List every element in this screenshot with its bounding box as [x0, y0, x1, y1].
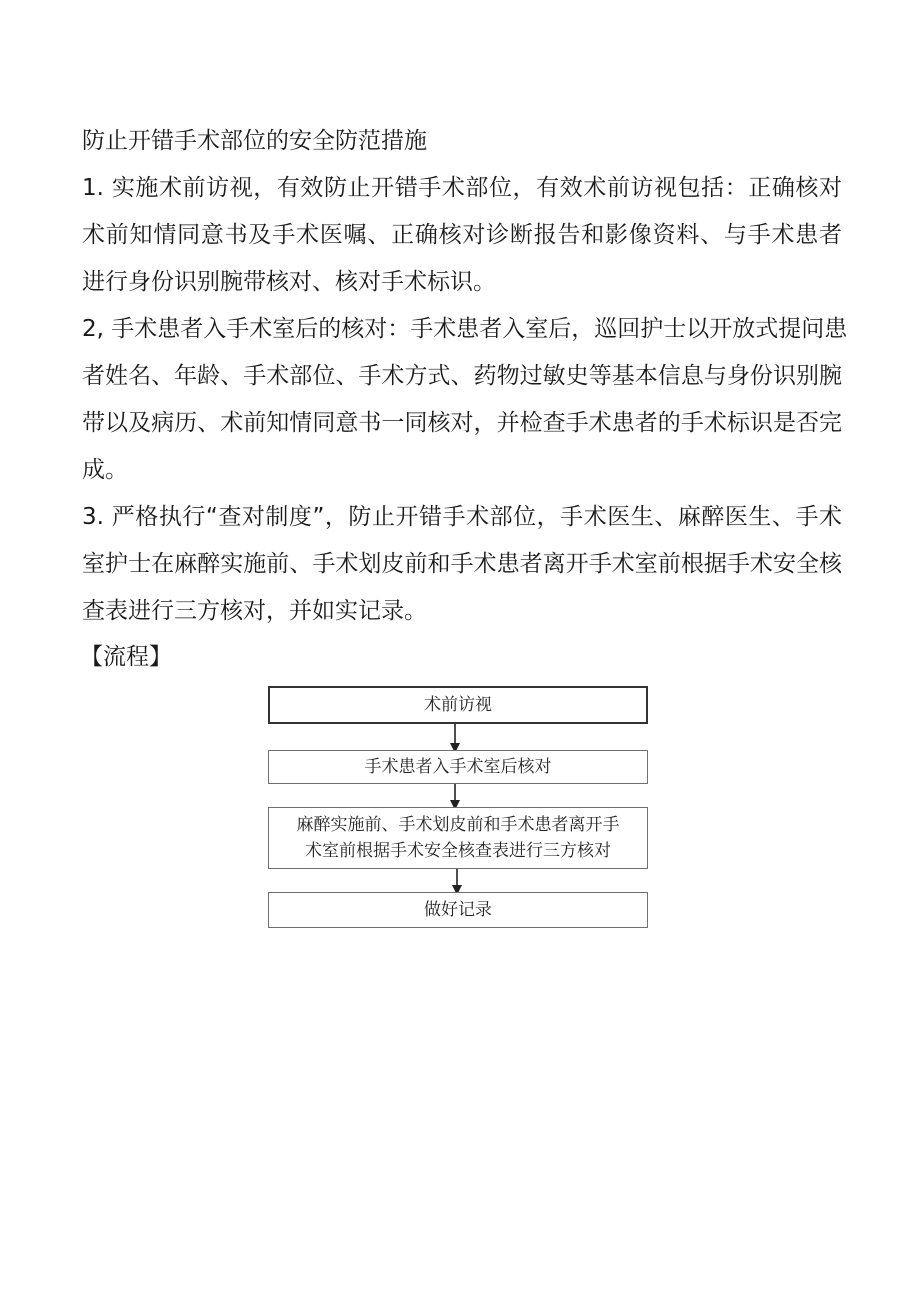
paragraph-line: 查表进行三方核对，并如实记录。: [82, 598, 427, 624]
flow-step-text-block: [297, 812, 620, 864]
flow-step-text: 术前访视: [424, 695, 492, 715]
paragraph-line: 1. 实施术前访视，有效防止开错手术部位，有效术前访视包括：正确核对: [82, 175, 842, 201]
flow-step-2: [268, 750, 648, 784]
paragraph-line: 者姓名、年龄、手术部位、手术方式、药物过敏史等基本信息与身份识别腕: [82, 363, 842, 389]
paragraph-line: 2, 手术患者入手术室后的核对：手术患者入室后，巡回护士以开放式提问患: [82, 316, 848, 342]
paragraph-line: 术前知情同意书及手术医嘱、正确核对诊断报告和影像资料、与手术患者: [82, 222, 842, 248]
flow-step-text: 麻醉实施前、手术划皮前和手术患者离开手: [296, 815, 620, 835]
flow-step-3: [268, 807, 648, 869]
paragraph-line: 室护士在麻醉实施前、手术划皮前和手术患者离开手术室前根据手术安全核: [82, 551, 842, 577]
flow-section-label: 【流程】: [80, 644, 172, 670]
paragraph-line: 进行身份识别腕带核对、核对手术标识。: [82, 269, 496, 295]
paragraph-line: 成。: [82, 457, 128, 483]
flow-step-text: 手术患者入手术室后核对: [364, 757, 552, 777]
flow-step-text: 做好记录: [424, 900, 492, 920]
paragraph-line: 3. 严格执行“查对制度”，防止开错手术部位，手术医生、麻醉医生、手术: [82, 504, 842, 530]
paragraph-line: 带以及病历、术前知情同意书一同核对，并检查手术患者的手术标识是否完: [82, 410, 842, 436]
document-title: 防止开错手术部位的安全防范措施: [82, 128, 427, 154]
flow-step-1: [268, 686, 648, 724]
flow-step-text: 术室前根据手术安全核查表进行三方核对: [305, 841, 611, 861]
flow-step-4: [268, 892, 648, 928]
